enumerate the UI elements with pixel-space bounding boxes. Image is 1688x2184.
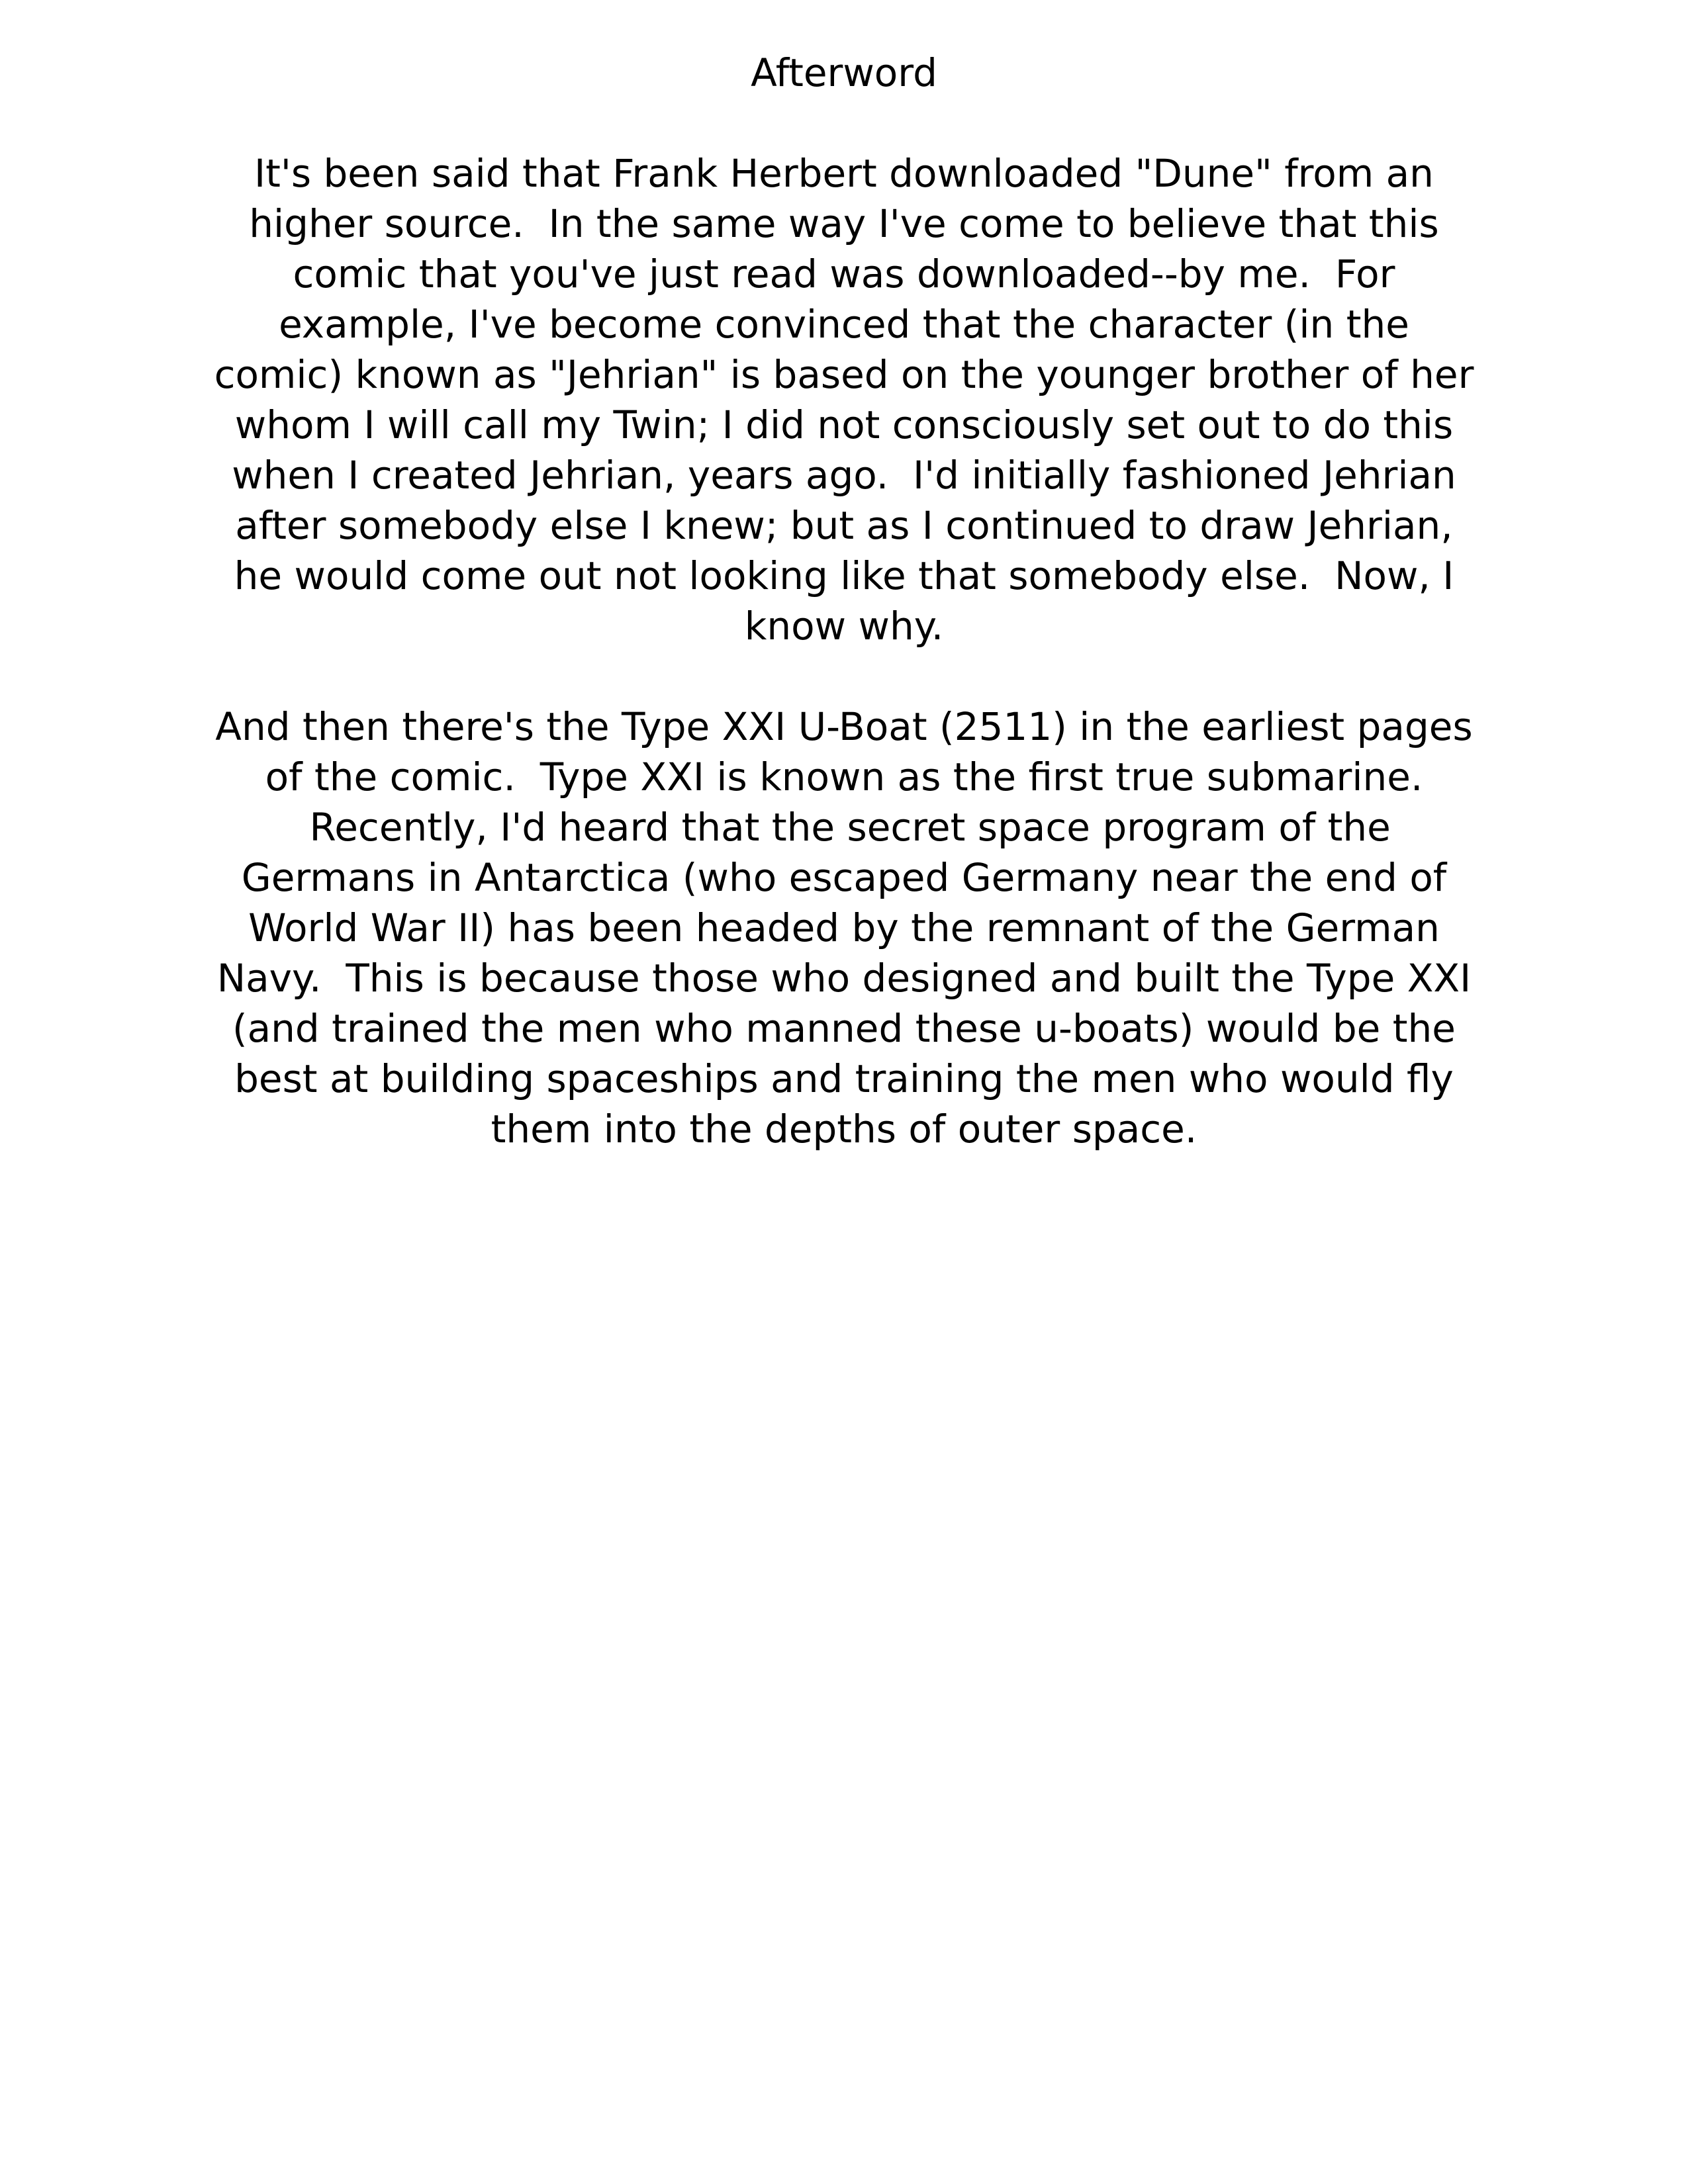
paragraph-line: whom I will call my Twin; I did not consciously set out to do this: [234, 402, 1454, 447]
paragraph-line: them into the depths of outer space.: [491, 1107, 1197, 1152]
paragraph-line: Germans in Antarctica (who escaped Germany near the end of: [241, 855, 1447, 900]
paragraph-line: Recently, I'd heard that the secret space program of the: [297, 805, 1391, 850]
paragraph-line: comic that you've just read was downloaded--by me. For: [293, 251, 1395, 296]
paragraph-line: (and trained the men who manned these u-boats) would be the: [232, 1006, 1456, 1051]
paragraph-line: example, I've become convinced that the character (in the: [279, 302, 1409, 347]
paragraph-line: higher source. In the same way I've come to believe that this: [249, 201, 1439, 246]
paragraph-line: And then there's the Type XXI U-Boat (2511) in the earliest pages: [215, 704, 1473, 749]
paragraph-line: It's been said that Frank Herbert downloaded "Dune" from an: [254, 151, 1434, 196]
paragraph-2: [0, 702, 1688, 1154]
paragraph-line: World War II) has been headed by the remnant of the German: [248, 905, 1440, 950]
paragraph-line: of the comic. Type XXI is known as the first true submarine.: [265, 754, 1423, 799]
paragraph-line: after somebody else I knew; but as I continued to draw Jehrian,: [235, 503, 1453, 548]
page-title: Afterword: [751, 50, 937, 95]
paragraph-line: comic) known as "Jehrian" is based on the younger brother of her: [214, 352, 1474, 397]
paragraph-line: best at building spaceships and training the men who would fly: [234, 1056, 1454, 1101]
paragraph-line: he would come out not looking like that somebody else. Now, I: [234, 553, 1454, 598]
paragraph-1: [0, 148, 1688, 651]
paragraph-line: know why.: [744, 604, 944, 649]
paragraph-line: when I created Jehrian, years ago. I'd initially fashioned Jehrian: [232, 453, 1456, 498]
paragraph-line: Navy. This is because those who designed and built the Type XXI: [216, 956, 1472, 1001]
